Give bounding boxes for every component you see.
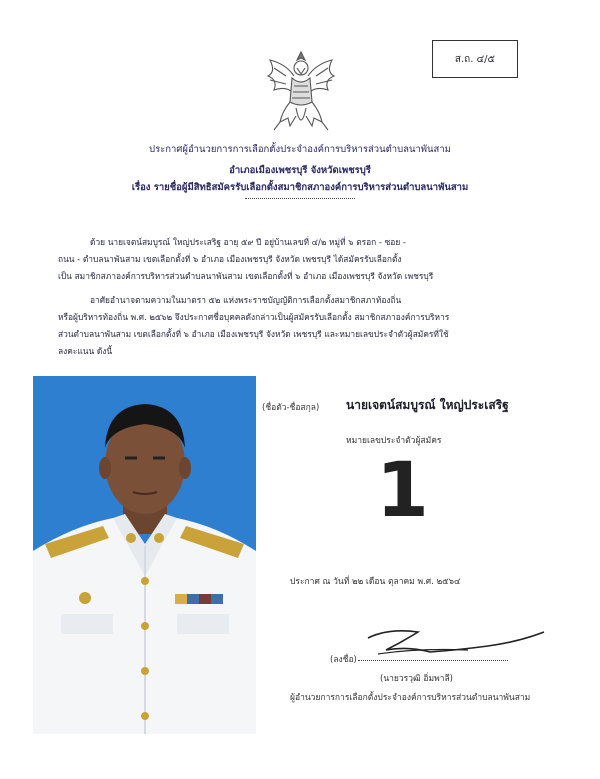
garuda-emblem-icon (256, 46, 346, 136)
paragraph-2-line-3: ส่วนตำบลนาพันสาม เขตเลือกตั้งที่ ๖ อำเภอ เมืองเพชรบุรี จังหวัด เพชรบุรี และหมายเลขประจำตัวผู้สมัครที่ใช้ (58, 329, 449, 339)
candidate-photo (33, 376, 256, 734)
handwritten-signature (358, 620, 548, 670)
header-line-3: เรื่อง รายชื่อผู้มีสิทธิสมัครรับเลือกตั้งสมาชิกสภาองค์การบริหารส่วนตำบลนาพันสาม (131, 182, 469, 193)
paragraph-1 (58, 234, 433, 285)
signer-name: (นายวรวุฒิ อิ่มพาลี) (380, 674, 453, 684)
form-code-box (432, 40, 518, 78)
paragraph-2 (58, 292, 449, 360)
name-label: (ชื่อตัว-ชื่อสกุล) (262, 403, 320, 413)
paragraph-2-line-2: หรือผู้บริหารท้องถิ่น พ.ศ. ๒๕๖๒ จึงประกาศชื่อบุคคลดังกล่าวเป็นผู้สมัครรับเลือกตั้ง สมาชิกสภาองค์การบริหาร (58, 312, 450, 322)
form-code: ส.ถ. ๔/๕ (454, 53, 496, 65)
paragraph-1-line-3: เป็น สมาชิกสภาองค์การบริหารส่วนตำบลนาพันสาม เขตเลือกตั้งที่ ๖ อำเภอ เมืองเพชรบุรี จังหวัด เพชรบุรี (58, 271, 434, 281)
candidate-number: 1 (376, 445, 429, 534)
paragraph-2-line-4: ลงคะแนน ดังนี้ (58, 346, 113, 356)
signature-label: (ลงชื่อ) (330, 655, 357, 665)
announce-date: ประกาศ ณ วันที่ ๒๒ เดือน ตุลาคม พ.ศ. ๒๕๖๔ (290, 577, 461, 587)
paragraph-1-line-2: ถนน - ตำบลนาพันสาม เขตเลือกตั้งที่ ๖ อำเภอ เมืองเพชรบุรี จังหวัด เพชรบุรี ได้สมัครรับเลือกตั้ง (58, 254, 402, 264)
signer-office: ผู้อำนวยการการเลือกตั้งประจำองค์การบริหารส่วนตำบลนาพันสาม (290, 693, 531, 703)
paragraph-2-line-1: อาศัยอำนาจตามความในมาตรา ๕๒ แห่งพระราชบัญญัติการเลือกตั้งสมาชิกสภาท้องถิ่น (90, 295, 402, 305)
header-line-2: อำเภอเมืองเพชรบุรี จังหวัดเพชรบุรี (229, 165, 371, 176)
paragraph-1-line-1: ด้วย นายเจตน์สมบูรณ์ ใหญ่ประเสริฐ อายุ ๕๙ ปี อยู่บ้านเลขที่ ๔/๒ หมู่ที่ ๖ ตรอก - ซอย - (90, 237, 406, 247)
candidate-name: นายเจตน์สมบูรณ์ ใหญ่ประเสริฐ (346, 398, 509, 412)
signature-line (358, 660, 508, 661)
header-line-1: ประกาศผู้อำนวยการการเลือกตั้งประจำองค์การบริหารส่วนตำบลนาพันสาม (149, 144, 451, 155)
candidate-number-label: หมายเลขประจำตัวผู้สมัคร (346, 436, 442, 446)
header-divider (245, 198, 355, 199)
